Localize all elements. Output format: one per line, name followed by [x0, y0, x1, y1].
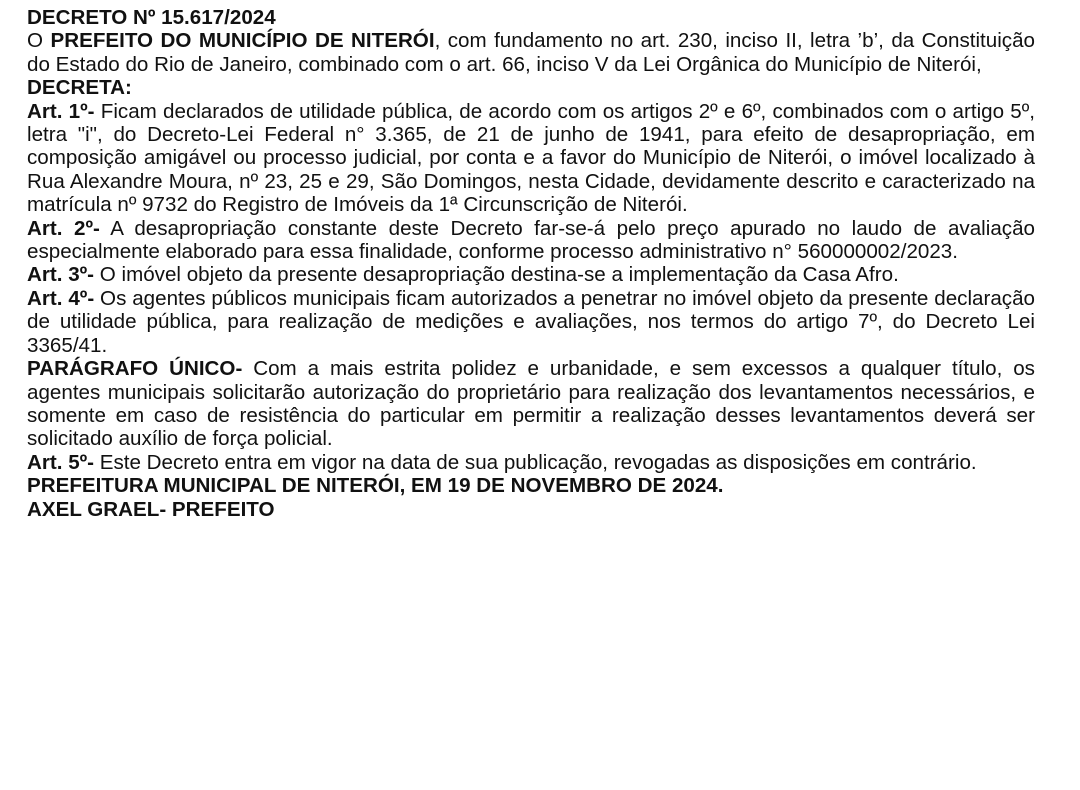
- closing-line: PREFEITURA MUNICIPAL DE NITERÓI, EM 19 DE NOVEMBRO DE 2024.: [27, 474, 724, 498]
- article-text: Com a mais estrita polidez e urbanidade, e sem excessos a qualquer título, os agentes municipais solicitarão autorização do proprietário para realização dos levantamentos necessários, e somente em caso de resistência do particular em permitir a realização desses levantamentos deverá ser solicitado auxílio de força policial.: [27, 357, 1035, 451]
- article-text: Os agentes públicos municipais ficam autorizados a penetrar no imóvel objeto da presente declaração de utilidade pública, para realização de medições e avaliações, nos termos do artigo 7º, do Decreto Lei 3365/41.: [27, 286, 1035, 357]
- preamble-text: , com fundamento no art. 230, inciso II, letra ’b’, da Constituição do Estado do Rio de Janeiro, combinado com o art. 66, inciso V da Lei Orgânica do Município de Niterói,: [27, 29, 1035, 76]
- article-text: Este Decreto entra em vigor na data de sua publicação, revogadas as disposições em contrário.: [94, 450, 977, 474]
- decreta-heading: DECRETA:: [27, 76, 132, 100]
- article-1: [27, 100, 1035, 217]
- article-text: O imóvel objeto da presente desapropriação destina-se a implementação da Casa Afro.: [94, 263, 899, 287]
- article-label: PARÁGRAFO ÚNICO-: [27, 357, 243, 381]
- article-label: Art. 4º-: [27, 286, 95, 310]
- signature-line: AXEL GRAEL- PREFEITO: [27, 497, 275, 521]
- article-2: [27, 217, 1035, 264]
- decree-preamble: [27, 29, 1035, 76]
- article-3: [27, 263, 1035, 286]
- article-text: A desapropriação constante deste Decreto far-se-á pelo preço apurado no laudo de avaliação especialmente elaborado para essa finalidade, conforme processo administrativo n° 560000002/2023.: [27, 216, 1035, 264]
- paragrafo-unico: [27, 357, 1035, 451]
- article-label: Art. 5º-: [27, 450, 95, 474]
- preamble-lead: O: [27, 29, 51, 53]
- preamble-authority: PREFEITO DO MUNICÍPIO DE NITERÓI: [50, 29, 435, 53]
- article-text: Ficam declarados de utilidade pública, de acordo com os artigos 2º e 6º, combinados com o artigo 5º, letra "i", do Decreto-Lei Federal n° 3.365, de 21 de junho de 1941, para efeito de desapropriação, em composição amigável ou processo judicial, por conta e a favor do Município de Niterói, o imóvel localizado à Rua Alexandre Moura, nº 23, 25 e 29, São Domingos, nesta Cidade, devidamente descrito e caracterizado na matrícula nº 9732 do Registro de Imóveis da 1ª Circunscrição de Niterói.: [27, 99, 1035, 217]
- article-label: Art. 2º-: [27, 216, 100, 240]
- decree-title: DECRETO Nº 15.617/2024: [27, 6, 276, 29]
- article-label: Art. 1º-: [27, 99, 95, 123]
- article-4: [27, 287, 1035, 357]
- article-5: [27, 451, 1035, 474]
- decree-document: [27, 6, 1035, 521]
- article-label: Art. 3º-: [27, 263, 95, 287]
